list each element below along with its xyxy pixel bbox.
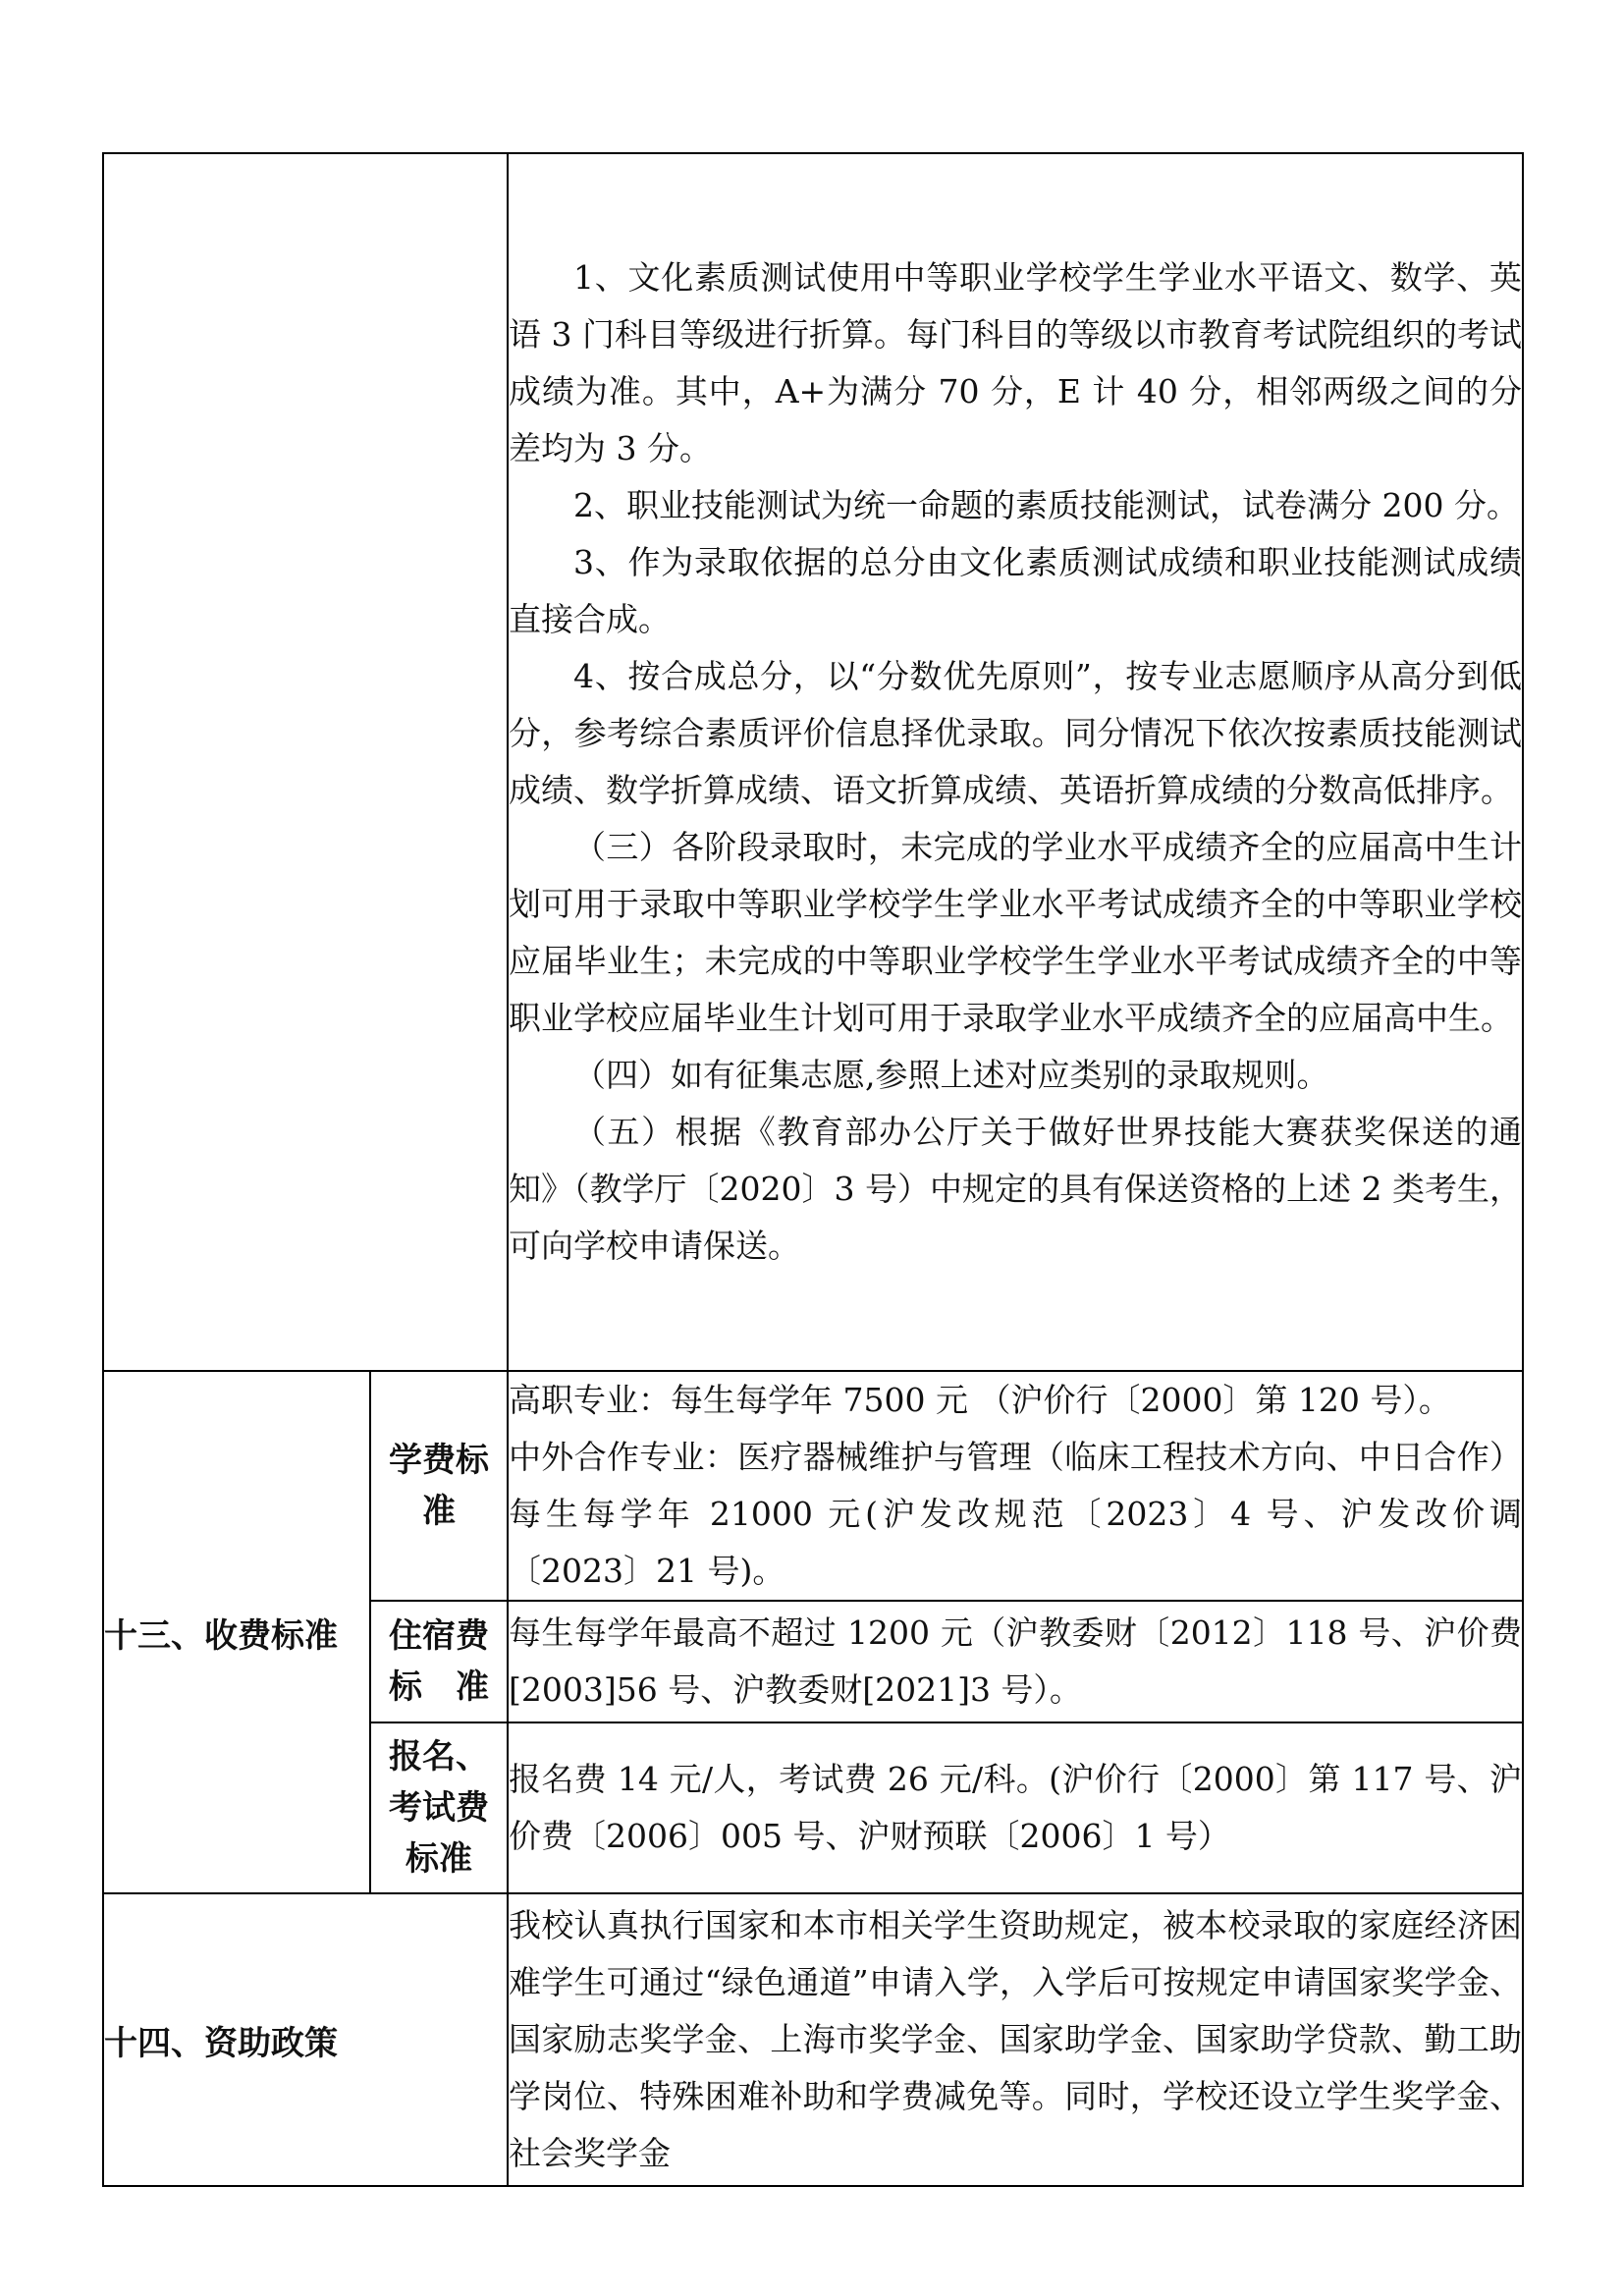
- tuition-content: [508, 1371, 1523, 1601]
- tuition-line-1: 高职专业：每生每学年 7500 元 （沪价行〔2000〕第 120 号）。: [509, 1381, 1451, 1419]
- rule-paragraph-3: 3、作为录取依据的总分由文化素质测试成绩和职业技能测试成绩直接合成。: [509, 543, 1522, 638]
- admission-rules-content: [508, 153, 1523, 1371]
- rule-paragraph-5: （三）各阶段录取时，未完成的学业水平成绩齐全的应届高中生计划可用于录取中等职业学校学生学业水平考试成绩齐全的中等职业学校应届毕业生；未完成的中等职业学校学生学业水平考试成绩齐全的中等职业学校应届毕业生计划可用于录取学业水平成绩齐全的应届高中生。: [509, 828, 1522, 1037]
- aid-text: 我校认真执行国家和本市相关学生资助规定，被本校录取的家庭经济困难学生可通过“绿色通道”申请入学，入学后可按规定申请国家奖学金、国家励志奖学金、上海市奖学金、国家助学金、国家助学贷款、勤工助学岗位、特殊困难补助和学费减免等。同时，学校还设立学生奖学金、社会奖学金: [509, 1906, 1522, 2172]
- rule-paragraph-2: 2、职业技能测试为统一命题的素质技能测试，试卷满分 200 分。: [573, 486, 1519, 524]
- tuition-row: [103, 1371, 1523, 1601]
- document-table: [102, 152, 1524, 2187]
- rule-paragraph-4: 4、按合成总分，以“分数优先原则”，按专业志愿顺序从高分到低分，参考综合素质评价信息择优录取。同分情况下依次按素质技能测试成绩、数学折算成绩、语文折算成绩、英语折算成绩的分数高低排序。: [509, 657, 1522, 809]
- registration-content: [508, 1722, 1523, 1893]
- accommodation-text: 每生每学年最高不超过 1200 元（沪教委财〔2012〕118 号、沪价费[2003]56 号、沪教委财[2021]3 号）。: [509, 1613, 1522, 1709]
- rule-paragraph-1: 1、文化素质测试使用中等职业学校学生学业水平语文、数学、英语 3 门科目等级进行折算。每门科目的等级以市教育考试院组织的考试成绩为准。其中，A+为满分 70 分，E 计 40 分，相邻两级之间的分差均为 3 分。: [509, 258, 1522, 467]
- rule-paragraph-7: （五）根据《教育部办公厅关于做好世界技能大赛获奖保送的通知》（教学厅〔2020〕3 号）中规定的具有保送资格的上述 2 类考生，可向学校申请保送。: [509, 1113, 1522, 1265]
- registration-label: [370, 1722, 508, 1893]
- aid-section-title: 十四、资助政策: [103, 1893, 508, 2186]
- aid-content: [508, 1893, 1523, 2186]
- accommodation-label-line2: 标 准: [389, 1667, 489, 1707]
- registration-label-line1: 报名、: [389, 1737, 489, 1777]
- registration-text: 报名费 14 元/人，考试费 26 元/科。(沪价行〔2000〕第 117 号、沪价费〔2006〕005 号、沪财预联〔2006〕1 号）: [509, 1760, 1522, 1855]
- registration-label-line3: 标准: [406, 1839, 472, 1879]
- accommodation-content: [508, 1601, 1523, 1722]
- accommodation-label-line1: 住宿费: [389, 1616, 489, 1656]
- registration-label-line2: 考试费: [389, 1788, 489, 1828]
- tuition-line-2: 中外合作专业：医疗器械维护与管理（临床工程技术方向、中日合作）每生每学年 21000 元(沪发改规范〔2023〕4 号、沪发改价调〔2023〕21 号)。: [509, 1438, 1522, 1590]
- admission-rules-row: [103, 153, 1523, 1371]
- tuition-label-line1: 学费标: [389, 1441, 489, 1480]
- accommodation-label: [370, 1601, 508, 1722]
- rule-paragraph-6: （四）如有征集志愿,参照上述对应类别的录取规则。: [573, 1056, 1329, 1094]
- tuition-label: [370, 1371, 508, 1601]
- aid-row: [103, 1893, 1523, 2186]
- tuition-label-line2: 准: [422, 1492, 456, 1531]
- fees-section-title: 十三、收费标准: [103, 1371, 370, 1893]
- admission-rules-label-cell: [103, 153, 508, 1371]
